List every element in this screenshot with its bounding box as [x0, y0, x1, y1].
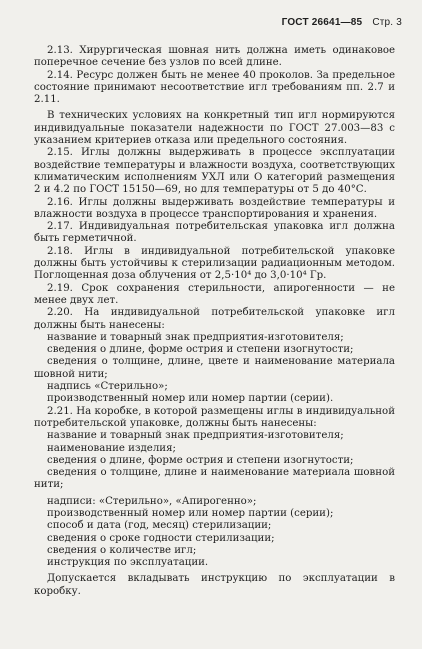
- document-body: [34, 45, 395, 598]
- list-item: производственный номер или номер партии (серии).: [47, 393, 334, 405]
- paragraph-2-15: 2.15. Иглы должны выдерживать в процессе эксплуатации воздействие температуры и влажности воздуха, соответствующих климатическим исполнениям УХЛ или О категорий размещения 2 и 4.2 по ГОСТ 15150—69, но для температуры от 5 до 40°С.: [34, 147, 395, 196]
- paragraph-reliability: В технических условиях на конкретный тип игл нормируются индивидуальные показатели надежности по ГОСТ 27.003—83 с указанием критериев отказа или предельного состояния.: [34, 110, 395, 147]
- list-item: сведения о толщине, длине, цвете и наименование материала шовной нити;: [34, 356, 395, 380]
- paragraph-2-20: 2.20. На индивидуальной потребительской упаковке игл должны быть нанесены:: [34, 307, 395, 331]
- list-item: сведения о длине, форме острия и степени изогнутости;: [47, 344, 354, 356]
- paragraph-2-17: 2.17. Индивидуальная потребительская упаковка игл должна быть герметичной.: [34, 221, 395, 245]
- list-item: способ и дата (год, месяц) стерилизации;: [47, 520, 272, 532]
- list-item: производственный номер или номер партии (серии);: [47, 507, 334, 519]
- list-item: надписи: «Стерильно», «Апирогенно»;: [47, 495, 257, 507]
- page-header: [282, 17, 402, 28]
- paragraph-2-16: 2.16. Иглы должны выдерживать воздействие температуры и влажности воздуха в процессе транспортирования и хранения.: [34, 196, 395, 220]
- paragraph-2-18: 2.18. Иглы в индивидуальной потребительской упаковке должны быть устойчивы к стерилизации радиационным методом. Поглощенная доза облучения от 2,5·10⁴ до 3,0·10⁴ Гр.: [34, 245, 395, 282]
- list-item: инструкция по эксплуатации.: [47, 557, 209, 569]
- paragraph-2-21: 2.21. На коробке, в которой размещены иглы в индивидуальной потребительской упаковке, должны быть нанесены:: [34, 405, 395, 429]
- paragraph-instruction-note: Допускается вкладывать инструкцию по эксплуатации в коробку.: [34, 573, 395, 597]
- list-item: название и товарный знак предприятия-изготовителя;: [47, 430, 344, 442]
- page-number: Стр. 3: [372, 17, 402, 28]
- list-item: сведения о количестве игл;: [47, 544, 197, 556]
- list-item: название и товарный знак предприятия-изготовителя;: [47, 331, 344, 343]
- standard-number: ГОСТ 26641—85: [281, 17, 363, 28]
- list-item: наименование изделия;: [47, 442, 176, 454]
- list-item: сведения о длине, форме острия и степени изогнутости;: [47, 454, 354, 466]
- paragraph-2-19: 2.19. Срок сохранения стерильности, апирогенности — не менее двух лет.: [34, 282, 395, 306]
- list-item: надпись «Стерильно»;: [47, 381, 168, 393]
- paragraph-2-13: 2.13. Хирургическая шовная нить должна иметь одинаковое поперечное сечение без узлов по всей длине.: [34, 45, 395, 69]
- list-item: сведения о сроке годности стерилизации;: [47, 532, 275, 544]
- list-item: сведения о толщине, длине и наименование материала шовной нити;: [34, 467, 395, 491]
- paragraph-2-14: 2.14. Ресурс должен быть не менее 40 проколов. За предельное состояние принимают несоответствие игл требованиям пп. 2.7 и 2.11.: [34, 69, 395, 106]
